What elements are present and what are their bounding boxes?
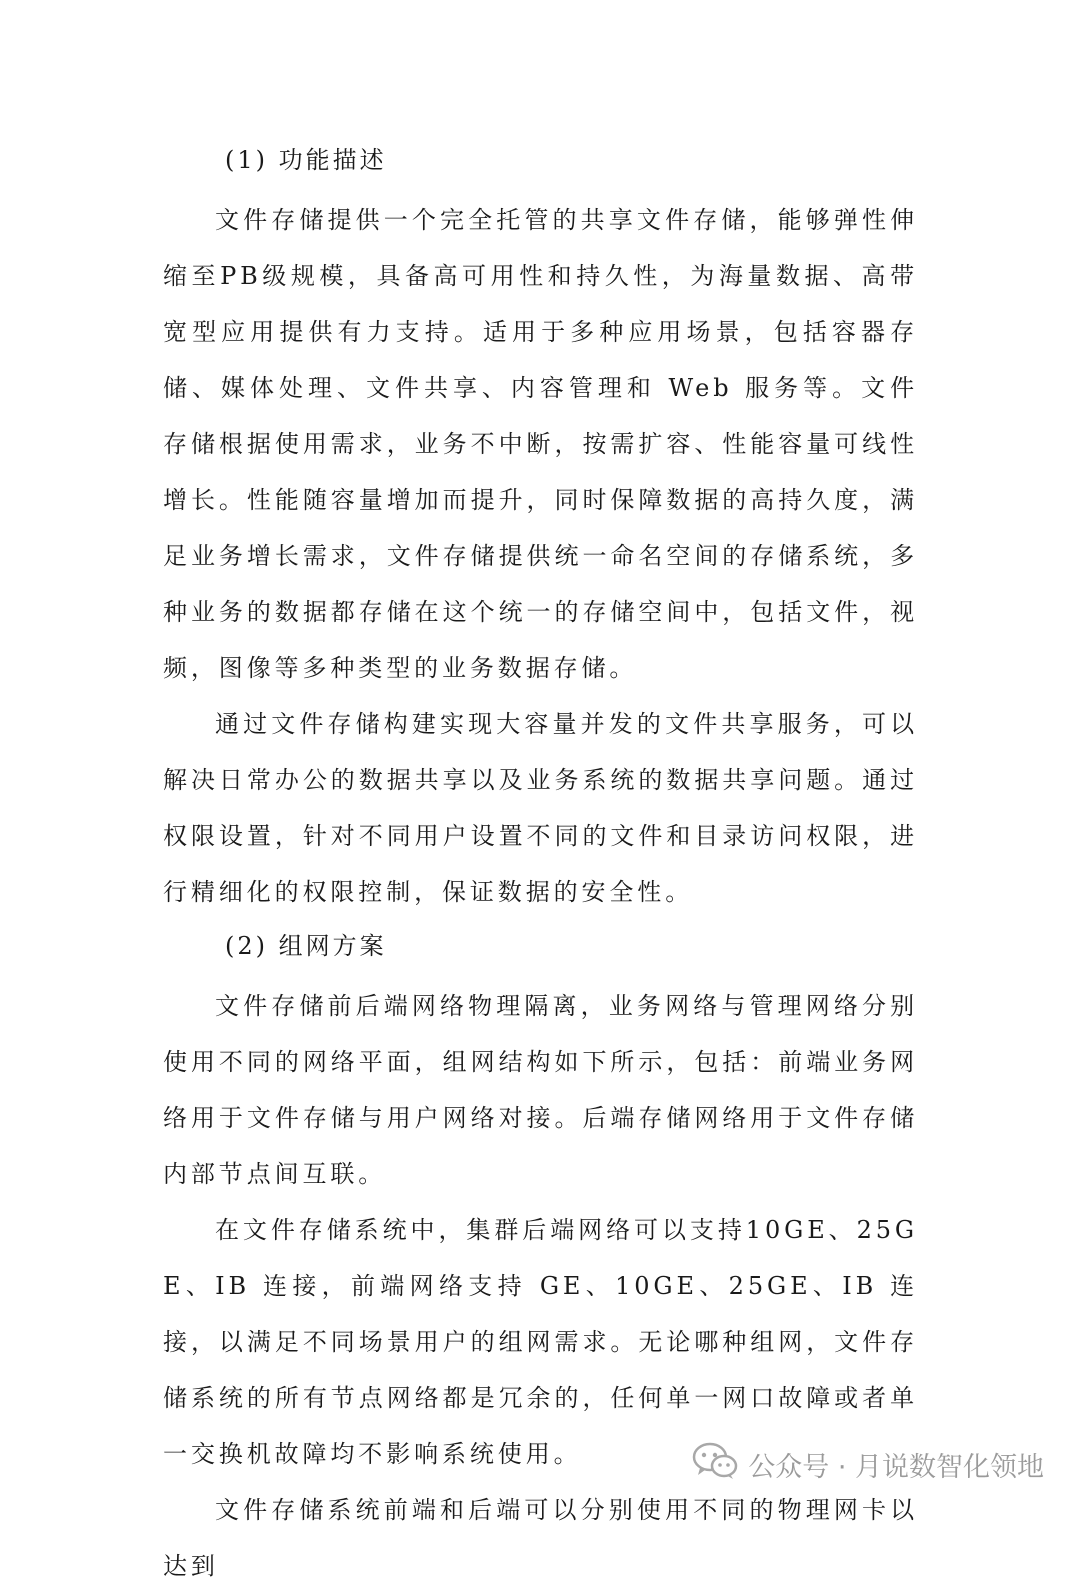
wechat-icon xyxy=(692,1441,738,1488)
watermark-text: 公众号 · 月说数智化领地 xyxy=(748,1451,1044,1483)
document-body xyxy=(163,140,918,1594)
section-heading-function-description: (1) 功能描述 xyxy=(225,146,387,174)
section-heading-networking-scheme: (2) 组网方案 xyxy=(225,932,387,960)
paragraph: 文件存储前后端网络物理隔离，业务网络与管理网络分别使用不同的网络平面，组网结构如下所示，包括：前端业务网络用于文件存储与用户网络对接。后端存储网络用于文件存储内部节点间互联。 xyxy=(163,992,918,1188)
paragraph: 在文件存储系统中，集群后端网络可以支持10GE、25GE、IB 连接，前端网络支持 GE、10GE、25GE、IB 连接，以满足不同场景用户的组网需求。无论哪种组网，文件存储系统的所有节点网络都是冗余的，任何单一网口故障或者单一交换机故障均不影响系统使用。 xyxy=(163,1216,918,1468)
paragraph: 通过文件存储构建实现大容量并发的文件共享服务，可以解决日常办公的数据共享以及业务系统的数据共享问题。通过权限设置，针对不同用户设置不同的文件和目录访问权限，进行精细化的权限控制，保证数据的安全性。 xyxy=(163,710,918,906)
paragraph: 文件存储系统前端和后端可以分别使用不同的物理网卡以达到 xyxy=(163,1496,918,1580)
watermark xyxy=(692,1442,1044,1486)
paragraph: 文件存储提供一个完全托管的共享文件存储，能够弹性伸缩至PB级规模，具备高可用性和持久性，为海量数据、高带宽型应用提供有力支持。适用于多种应用场景，包括容器存储、媒体处理、文件共享、内容管理和 Web 服务等。文件存储根据使用需求，业务不中断，按需扩容、性能容量可线性增长。性能随容量增加而提升，同时保障数据的高持久度，满足业务增长需求，文件存储提供统一命名空间的存储系统，多种业务的数据都存储在这个统一的存储空间中，包括文件，视频，图像等多种类型的业务数据存储。 xyxy=(163,206,918,682)
